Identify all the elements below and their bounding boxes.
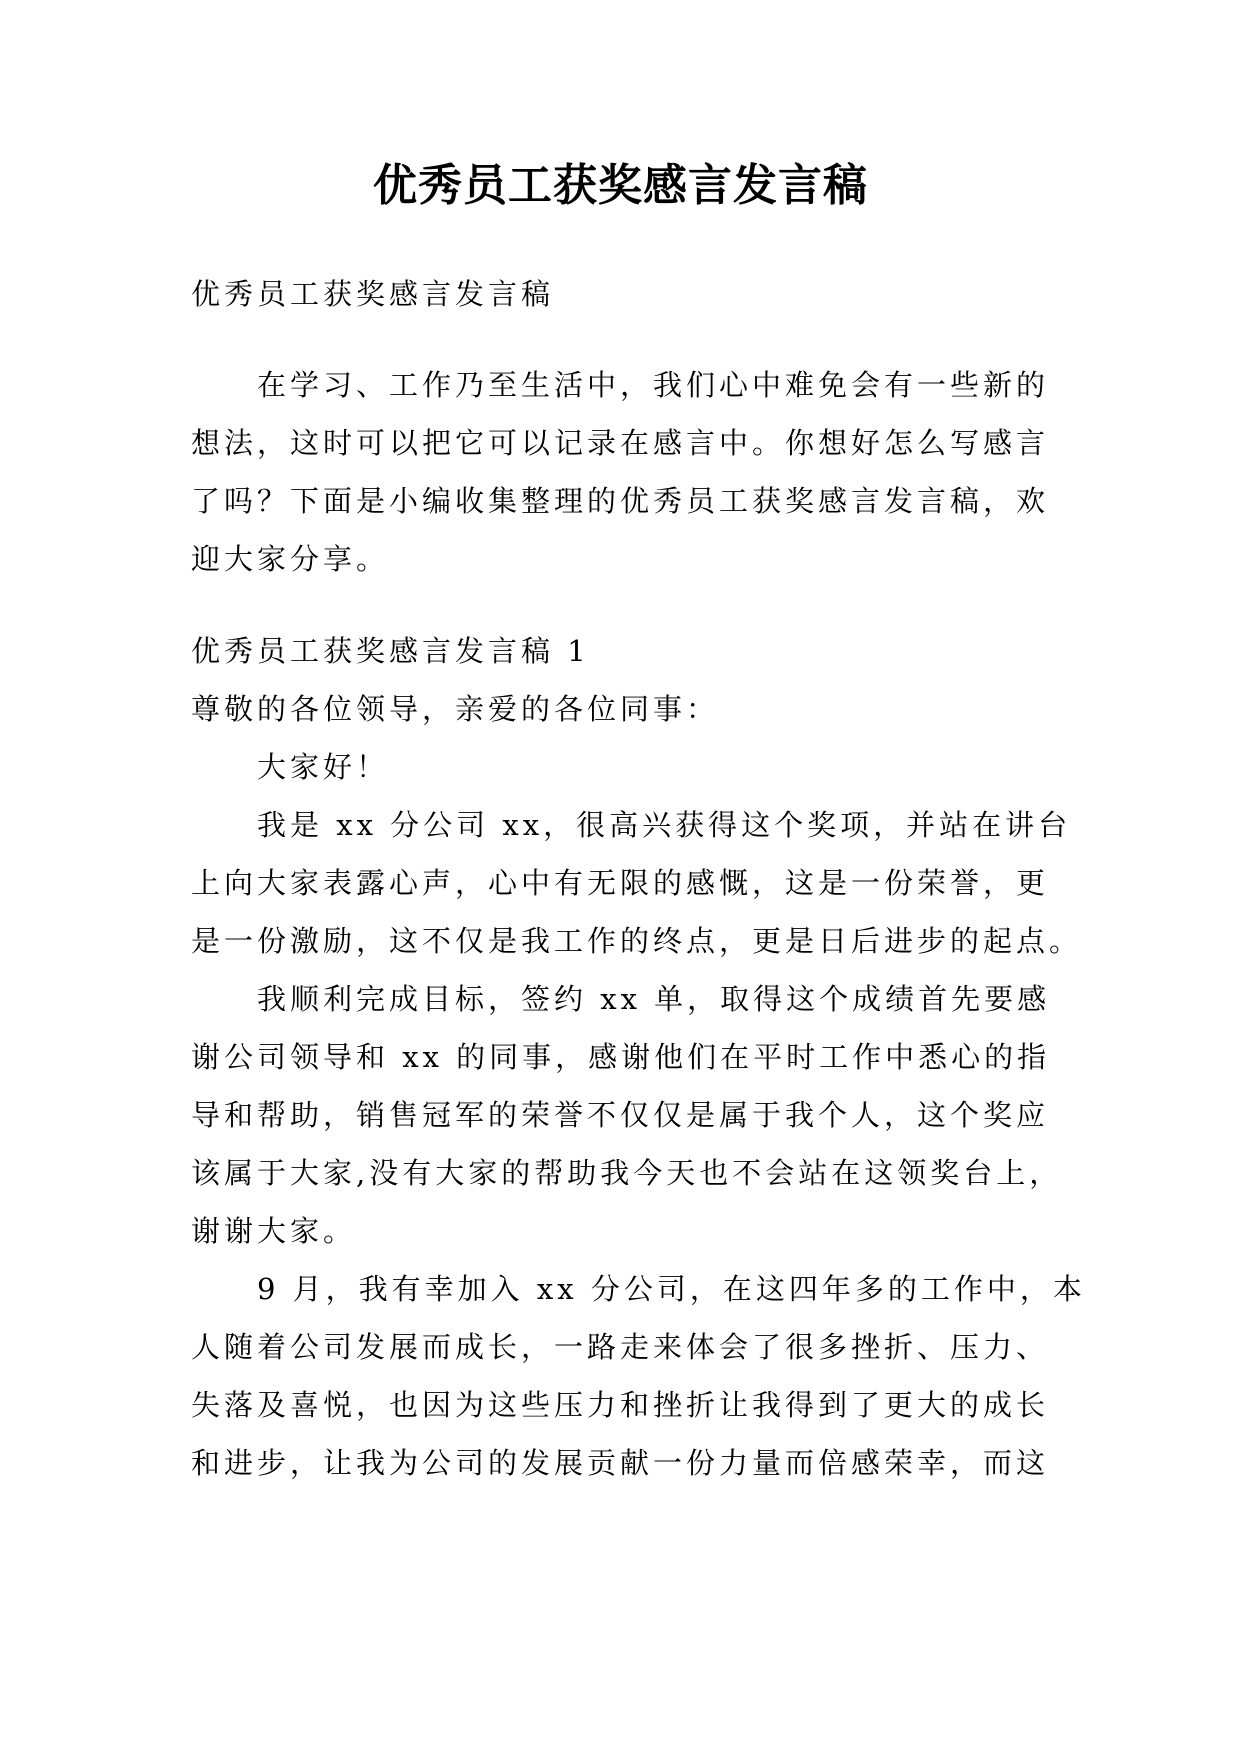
document-subtitle-block	[191, 265, 1051, 323]
paragraph-line: 迎大家分享。	[191, 542, 390, 576]
section-heading: 优秀员工获奖感言发言稿 1	[191, 634, 590, 668]
paragraph-line: 是一份激励，这不仅是我工作的终点，更是日后进步的起点。	[191, 924, 1083, 958]
paragraph-line: 谢公司领导和 xx 的同事，感谢他们在平时工作中悉心的指	[191, 1040, 1051, 1074]
paragraph-line: 我顺利完成目标，签约 xx 单，取得这个成绩首先要感	[257, 982, 1051, 1016]
paragraph-line: 人随着公司发展而成长，一路走来体会了很多挫折、压力、	[191, 1330, 1050, 1364]
document-title: 优秀员工获奖感言发言稿	[373, 160, 868, 211]
paragraph-line: 我是 xx 分公司 xx，很高兴获得这个奖项，并站在讲台	[257, 808, 1072, 842]
greeting: 大家好！	[257, 750, 390, 784]
paragraph-line: 在学习、工作乃至生活中，我们心中难免会有一些新的	[257, 368, 1050, 402]
speech-section-1	[191, 622, 1086, 1492]
paragraph-line: 和进步，让我为公司的发展贡献一份力量而倍感荣幸，而这	[191, 1446, 1050, 1480]
paragraph-line: 了吗？下面是小编收集整理的优秀员工获奖感言发言稿，欢	[191, 484, 1050, 518]
paragraph-line: 9 月，我有幸加入 xx 分公司，在这四年多的工作中，本	[257, 1272, 1086, 1306]
intro-paragraph	[191, 356, 1051, 588]
paragraph-line: 该属于大家,没有大家的帮助我今天也不会站在这领奖台上，	[191, 1156, 1063, 1190]
paragraph-line: 失落及喜悦，也因为这些压力和挫折让我得到了更大的成长	[191, 1388, 1050, 1422]
paragraph-line: 想法，这时可以把它可以记录在感言中。你想好怎么写感言	[191, 426, 1050, 460]
paragraph-line: 上向大家表露心声，心中有无限的感慨，这是一份荣誉，更	[191, 866, 1050, 900]
paragraph-line: 导和帮助，销售冠军的荣誉不仅仅是属于我个人，这个奖应	[191, 1098, 1050, 1132]
paragraph-line: 谢谢大家。	[191, 1214, 357, 1248]
salutation: 尊敬的各位领导，亲爱的各位同事：	[191, 692, 720, 726]
document-subtitle: 优秀员工获奖感言发言稿	[191, 277, 555, 311]
